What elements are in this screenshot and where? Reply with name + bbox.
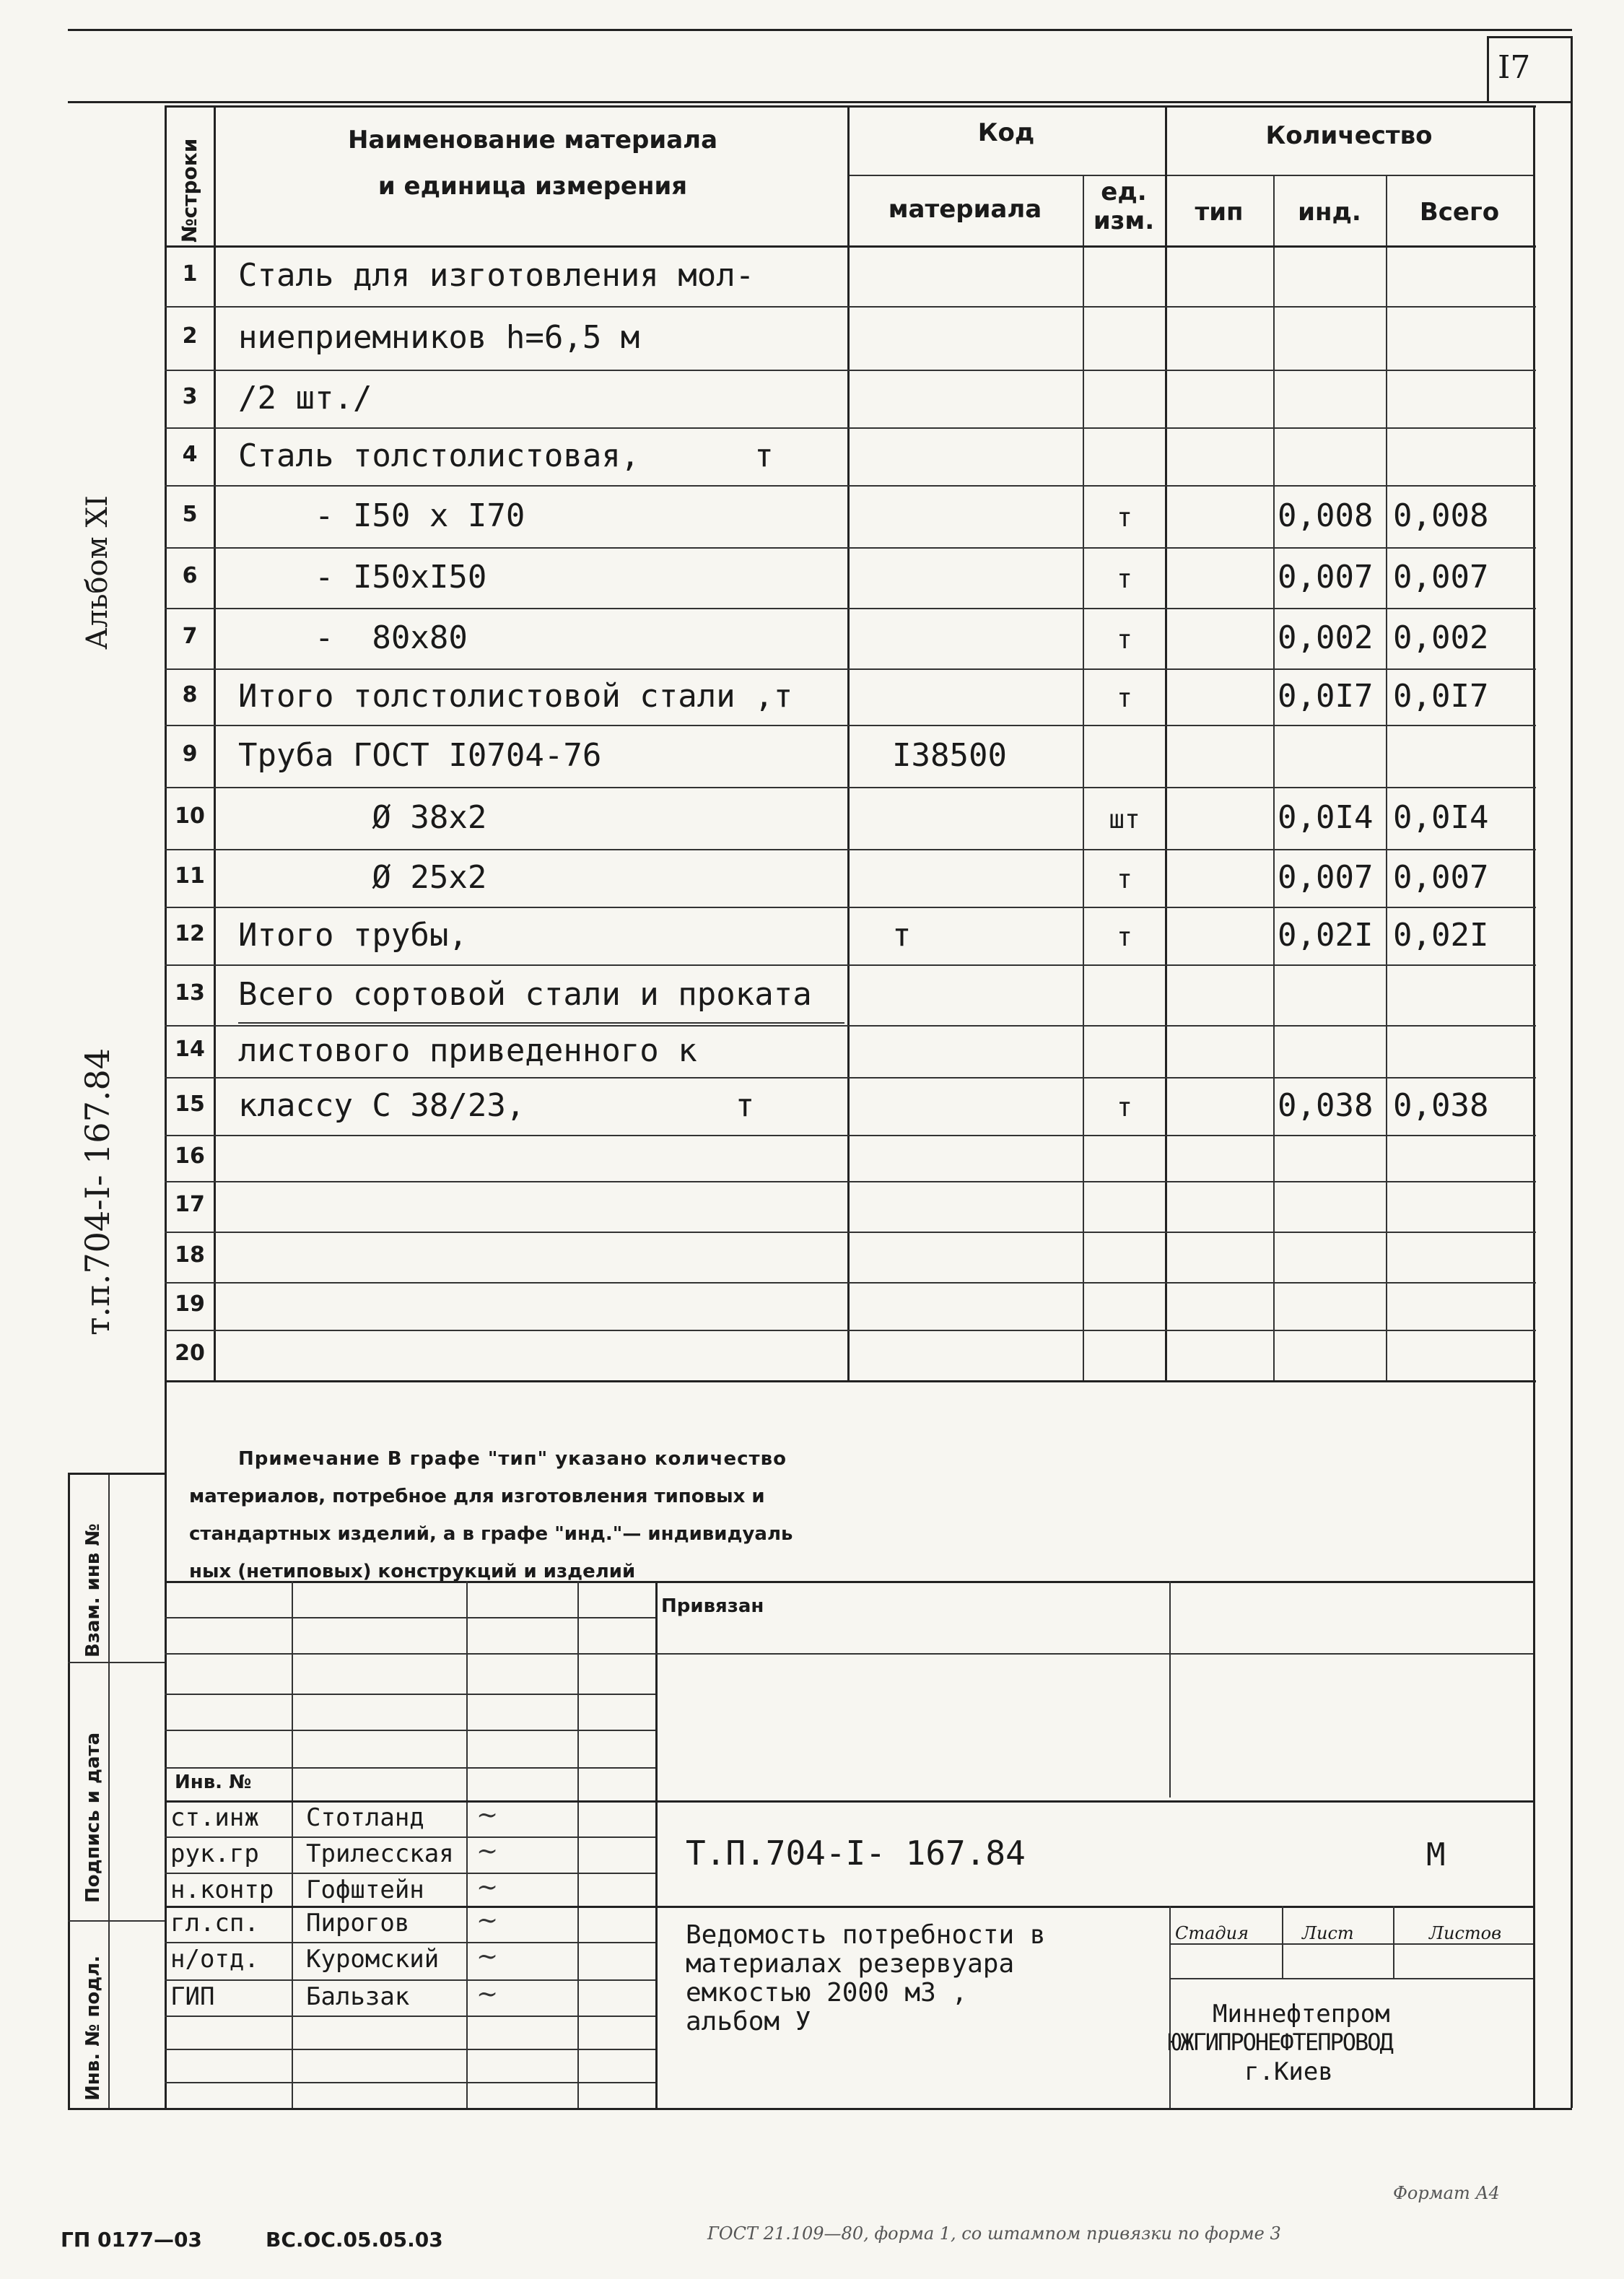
row-number: 14 — [175, 1037, 205, 1062]
row-separator — [165, 245, 1536, 248]
row-separator — [165, 1025, 1536, 1027]
header-ind: инд. — [1298, 198, 1361, 227]
side-podpis-label: Подпись и дата — [82, 1732, 104, 1903]
stamp-line — [165, 1836, 655, 1838]
note-line4: ных (нетиповых) конструкций и изделий — [189, 1561, 636, 1582]
note-line1: Примечание В графе "тип" указано количество — [238, 1448, 787, 1470]
side-stamp-inner — [108, 1473, 110, 2108]
row-no-col-border — [214, 105, 216, 1380]
header-quantity: Количество — [1265, 121, 1433, 150]
album-label: Альбом XI — [81, 495, 114, 650]
qty-ind: 0,0I4 — [1278, 799, 1374, 836]
stamp-line — [165, 1730, 655, 1731]
qty-total: 0,0I4 — [1393, 799, 1489, 836]
header-unit-line1: ед. — [1101, 178, 1147, 206]
org-line2: ЮЖГИПРОНЕФТЕПРОВОД — [1168, 2029, 1392, 2056]
row-number: 3 — [182, 384, 198, 409]
material-name: - I50xI50 — [238, 559, 487, 596]
stamp-line-main — [165, 1800, 1533, 1803]
footer-left2: ВС.ОС.05.05.03 — [266, 2228, 443, 2252]
stamp-col-1 — [292, 1581, 293, 2108]
row-number: 7 — [182, 624, 198, 649]
stamp-line — [165, 1979, 655, 1981]
qty-ind: 0,002 — [1278, 619, 1374, 656]
title-line2: материалах резервуара — [686, 1949, 1015, 1979]
stamp-col-right-block — [1393, 1906, 1394, 1978]
role-title: гл.сп. — [170, 1909, 259, 1938]
material-name: Всего сортовой стали и проката — [238, 976, 812, 1013]
code-col-border — [847, 105, 850, 1380]
qty-total: 0,02I — [1393, 917, 1489, 954]
material-name: - 80x80 — [238, 619, 468, 656]
table-bottom-border — [165, 1380, 1536, 1382]
row-separator — [165, 1135, 1536, 1136]
material-code: т — [892, 917, 912, 954]
material-name: Ø 38x2 — [238, 799, 487, 836]
row-separator — [165, 668, 1536, 670]
unit: т — [1117, 923, 1132, 952]
header-material: материала — [888, 195, 1042, 224]
role-title: н/отд. — [170, 1945, 259, 1974]
row-separator — [165, 787, 1536, 788]
row-number: 9 — [182, 741, 198, 767]
stamp-col-right-block — [1282, 1906, 1283, 1978]
handwritten-signature: ~ — [476, 1873, 499, 1902]
row-number: 15 — [175, 1091, 205, 1117]
row-number: 18 — [175, 1242, 205, 1268]
row13-underline — [238, 1022, 844, 1024]
stamp-col-right-block — [1169, 1906, 1171, 2108]
qty-total: 0,007 — [1393, 859, 1489, 896]
row-number: 1 — [182, 261, 198, 287]
row-separator — [165, 1077, 1536, 1079]
row-number: 8 — [182, 682, 198, 707]
material-name: Сталь толстолистовая, т — [238, 437, 774, 474]
unit: т — [1117, 503, 1132, 533]
table-right-border — [1533, 105, 1535, 2108]
row-number: 6 — [182, 563, 198, 588]
page-number-box-left — [1487, 36, 1489, 103]
material-code: I38500 — [892, 737, 1007, 774]
header-subdivider — [847, 175, 1533, 176]
handwritten-signature: ~ — [476, 1906, 499, 1935]
page-number-box-right — [1571, 36, 1573, 103]
note-bottom — [165, 1581, 1533, 1583]
org-line3: г.Киев — [1244, 2057, 1333, 2086]
frame-top-inner — [68, 101, 1572, 103]
frame-right — [1571, 101, 1573, 2108]
material-name: классу С 38/23, т — [238, 1087, 755, 1124]
header-name-line2: и единица измерения — [377, 172, 688, 201]
stadia-label: Стадия — [1175, 1923, 1249, 1943]
qty-total: 0,008 — [1393, 497, 1489, 534]
side-stamp-div — [68, 1662, 165, 1663]
row-separator — [165, 725, 1536, 726]
stamp-line — [165, 1942, 655, 1943]
role-title: ГИП — [170, 1982, 215, 2011]
row-separator — [165, 964, 1536, 966]
side-inv-podl-label: Инв. № подл. — [82, 1955, 104, 2101]
qty-ind: 0,02I — [1278, 917, 1374, 954]
side-stamp-left — [68, 1473, 70, 2108]
side-doc-code: т.п.704-I- 167.84 — [78, 1048, 117, 1335]
footer-gost: ГОСТ 21.109—80, форма 1, со штампом привязки по форме 3 — [707, 2223, 1281, 2244]
header-total: Всего — [1419, 198, 1500, 227]
handwritten-signature: ~ — [476, 1942, 499, 1971]
row-separator — [165, 547, 1536, 549]
unit: т — [1117, 865, 1132, 894]
header-name-line1: Наименование материала — [347, 126, 718, 154]
stamp-line — [165, 1617, 655, 1618]
row-number: 13 — [175, 980, 205, 1006]
material-name: /2 шт./ — [238, 380, 372, 417]
qty-total: 0,007 — [1393, 559, 1489, 596]
note-line3: стандартных изделий, а в графе "инд."— индивидуаль — [189, 1523, 793, 1545]
unit: т — [1117, 684, 1132, 713]
row-number: 5 — [182, 502, 198, 527]
header-type: тип — [1195, 198, 1244, 227]
row-separator — [165, 306, 1536, 308]
unit: т — [1117, 625, 1132, 655]
stamp-line — [165, 1767, 655, 1769]
material-name: - I50 x I70 — [238, 497, 525, 534]
qty-ind: 0,008 — [1278, 497, 1374, 534]
qty-total: 0,002 — [1393, 619, 1489, 656]
stamp-col-2 — [466, 1581, 468, 2108]
qty-ind: 0,007 — [1278, 859, 1374, 896]
stamp-line-main — [165, 1906, 1533, 1908]
stamp-line — [1169, 1943, 1533, 1945]
handwritten-signature: ~ — [476, 1836, 499, 1866]
page-number: I7 — [1498, 49, 1531, 86]
stamp-bottom — [68, 2108, 1572, 2110]
page-number-box-top — [1487, 36, 1572, 38]
material-name: Итого трубы, — [238, 917, 468, 954]
row-separator — [165, 427, 1536, 429]
row-number: 16 — [175, 1143, 205, 1169]
role-name: Гофштейн — [306, 1875, 424, 1904]
stamp-line — [165, 2049, 655, 2050]
role-title: рук.гр — [170, 1839, 259, 1868]
role-name: Трилесская — [306, 1839, 454, 1868]
row-number: 2 — [182, 323, 198, 349]
side-stamp-div — [68, 1920, 165, 1922]
handwritten-signature: ~ — [476, 1979, 499, 2009]
format-label: Формат А4 — [1393, 2183, 1500, 2203]
table-left-border — [165, 105, 167, 1380]
inv-no-label: Инв. № — [175, 1772, 252, 1793]
role-name: Пирогов — [306, 1909, 410, 1938]
stamp-line — [165, 1653, 1533, 1655]
title-line1: Ведомость потребности в — [686, 1920, 1046, 1950]
role-name: Стотланд — [306, 1803, 424, 1832]
side-vzam-label: Взам. инв № — [82, 1523, 104, 1657]
org-line1: Миннефтепром — [1213, 2000, 1390, 2029]
row-separator — [165, 1181, 1536, 1182]
role-title: ст.инж — [170, 1803, 259, 1832]
unit: т — [1117, 565, 1132, 594]
row-number: 17 — [175, 1192, 205, 1217]
note-line2: материалов, потребное для изготовления типовых и — [189, 1486, 765, 1507]
list-label: Лист — [1302, 1923, 1354, 1943]
row-number: 11 — [175, 863, 205, 889]
header-unit-line2: изм. — [1093, 206, 1155, 235]
stamp-left-border — [165, 1380, 167, 2108]
title-line4: альбом У — [686, 2007, 811, 2036]
material-name: Ø 25x2 — [238, 859, 487, 896]
stamp-line — [165, 2016, 655, 2017]
material-name: ниеприемников h=6,5 м — [238, 319, 640, 356]
row-separator — [165, 1330, 1536, 1331]
role-name: Куромский — [306, 1945, 440, 1974]
unit: т — [1117, 1093, 1132, 1123]
side-stamp-top — [68, 1473, 165, 1475]
row-separator — [165, 1232, 1536, 1233]
material-name: листового приведенного к — [238, 1032, 697, 1069]
title-line3: емкостью 2000 м3 , — [686, 1978, 968, 2008]
row-number: 10 — [175, 803, 205, 829]
row-separator — [165, 608, 1536, 609]
material-name: Сталь для изготовления мол- — [238, 257, 755, 294]
frame-top — [68, 29, 1572, 31]
row-number: 19 — [175, 1291, 205, 1317]
row-separator — [165, 1282, 1536, 1284]
stamp-col-privyazan-right — [1169, 1581, 1171, 1798]
row-number: 20 — [175, 1341, 205, 1366]
table-top-border — [165, 105, 1536, 108]
row-number: 4 — [182, 442, 198, 467]
material-name: Итого толстолистовой стали ,т — [238, 678, 793, 715]
qty-ind: 0,0I7 — [1278, 678, 1374, 715]
quantity-col-border — [1165, 105, 1167, 1380]
material-name: Труба ГОСТ I0704-76 — [238, 737, 602, 774]
row-number: 12 — [175, 921, 205, 946]
stamp-line — [165, 1873, 655, 1874]
qty-ind: 0,038 — [1278, 1087, 1374, 1124]
unit: шт — [1109, 805, 1140, 835]
unit-col-border — [1083, 175, 1084, 1380]
qty-total: 0,038 — [1393, 1087, 1489, 1124]
total-col-border — [1386, 175, 1387, 1380]
row-separator — [165, 485, 1536, 487]
row-separator — [165, 849, 1536, 850]
handwritten-signature: ~ — [476, 1800, 499, 1830]
row-separator — [165, 370, 1536, 371]
row-separator — [165, 907, 1536, 908]
ind-col-border — [1273, 175, 1275, 1380]
qty-ind: 0,007 — [1278, 559, 1374, 596]
header-code: Код — [977, 118, 1035, 147]
stamp-line — [1169, 1978, 1533, 1979]
stamp-col-3 — [577, 1581, 579, 2108]
footer-left1: ГП 0177—03 — [61, 2228, 202, 2252]
stamp-col-main — [655, 1581, 658, 2108]
privyazan-label: Привязан — [661, 1595, 764, 1617]
doc-letter: М — [1426, 1836, 1446, 1873]
doc-code: Т.П.704-I- 167.84 — [686, 1834, 1026, 1873]
header-row-no: №строки — [178, 138, 201, 243]
listov-label: Листов — [1429, 1923, 1502, 1943]
role-title: н.контр — [170, 1875, 274, 1904]
stamp-line — [165, 2082, 655, 2083]
qty-total: 0,0I7 — [1393, 678, 1489, 715]
role-name: Бальзак — [306, 1982, 410, 2011]
stamp-line — [165, 1694, 655, 1695]
